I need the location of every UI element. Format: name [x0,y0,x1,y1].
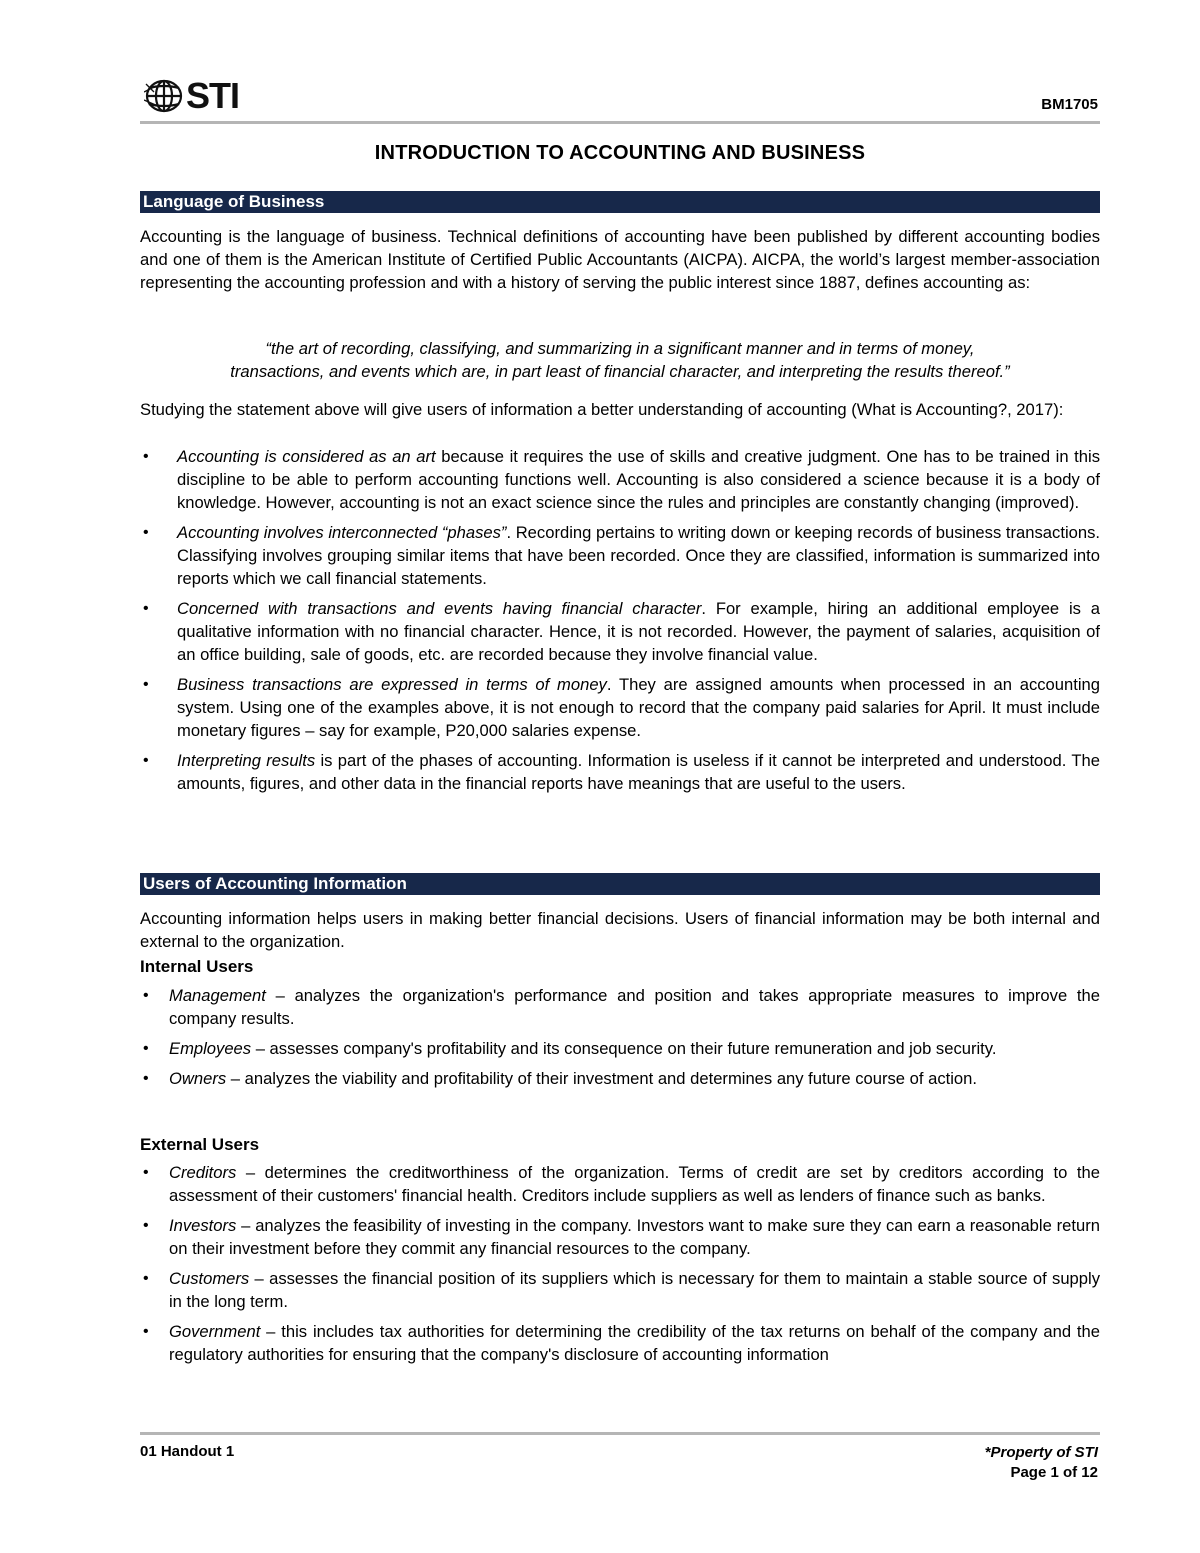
list-item-text: – this includes tax authorities for determining the credibility of the tax returns on behalf of the company and the regulatory authorities for ensuring that the company's disclosure of accounting information [169,1322,1100,1364]
list-item-emphasis: Government [169,1322,261,1341]
list-item [140,749,1100,795]
list-item-text: – assesses the financial position of its suppliers which is necessary for them to maintain a stable source of supply in the long term. [169,1269,1100,1311]
list-item [140,1067,1100,1090]
list-item-emphasis: Customers [169,1269,250,1288]
section1-intro-paragraph: Accounting is the language of business. Technical definitions of accounting have been published by different accounting bodies and one of them is the American Institute of Certified Public Accountants (AICPA). AICPA, the world’s largest member-association representing the accounting profession and with a history of serving the public interest since 1887, defines accounting as: [140,227,1100,292]
list-item-text: . For example, hiring an additional employee is a qualitative information with no financial character. Hence, it is not recorded. However, the payment of salaries, acquisition of an office building, sale of goods, etc. are recorded because they involve financial value. [177,599,1100,664]
list-item-text: . Recording pertains to writing down or keeping records of business transactions. Classifying involves grouping similar items that have been recorded. Once they are classified, information is summarized into reports which we call financial statements. [177,523,1100,588]
section1-lead-paragraph: Studying the statement above will give users of information a better understanding of accounting (What is Accounting?, 2017): [140,400,1064,419]
list-item-emphasis: Employees [169,1039,252,1058]
footer-right [985,1443,1098,1483]
list-item [140,597,1100,666]
list-item [140,984,1100,1030]
list-item-text: – assesses company's profitability and its consequence on their future remuneration and job security. [251,1039,997,1058]
quote-line-1: “the art of recording, classifying, and summarizing in a significant manner and in terms of money, [265,339,975,358]
sti-logo [144,75,240,116]
logo-text: STI [186,75,240,116]
quote-line-2: transactions, and events which are, in part least of financial character, and interpreting the results thereof.” [230,362,1010,381]
list-item-text: is part of the phases of accounting. Information is useless if it cannot be interpreted and understood. The amounts, figures, and other data in the financial reports have meanings that are useful to the users. [177,751,1100,793]
aicpa-definition-quote [140,337,1100,383]
list-item-emphasis: Accounting is considered as an art [177,447,436,466]
list-item [140,1037,1100,1060]
list-item-emphasis: Accounting involves interconnected “phases” [177,523,507,542]
list-item-text: – analyzes the organization's performance and position and takes appropriate measures to improve the company results. [169,986,1100,1028]
list-item [140,521,1100,590]
list-item-emphasis: Investors [169,1216,237,1235]
list-item [140,1320,1100,1366]
list-item-emphasis: Interpreting results [177,751,316,770]
list-item [140,1267,1100,1313]
list-item-text: – determines the creditworthiness of the organization. Terms of credit are set by creditors according to the assessment of their customers' financial health. Creditors include suppliers as well as lenders of finance such as banks. [169,1163,1100,1205]
list-item-emphasis: Owners [169,1069,227,1088]
list-item-emphasis: Business transactions are expressed in terms of money [177,675,607,694]
section-heading-language-of-business: Language of Business [140,191,1100,213]
footer-divider [140,1432,1100,1435]
document-code: BM1705 [1041,96,1098,113]
header-divider [140,121,1100,124]
section2-intro-paragraph: Accounting information helps users in making better financial decisions. Users of financial information may be both internal and external to the organization. [140,909,1100,951]
page-number: Page 1 of 12 [1010,1464,1098,1481]
internal-users-heading: Internal Users [140,957,254,976]
list-item [140,673,1100,742]
list-item-text: because it requires the use of skills and creative judgment. One has to be trained in this discipline to be able to perform accounting functions well. Accounting is also considered a science because it is a body of knowledge. However, accounting is not an exact science since the rules and principles are constantly changing (improved). [177,447,1100,512]
section-heading-users-of-accounting-information: Users of Accounting Information [140,873,1100,895]
internal-users-list [140,984,1100,1097]
list-item-emphasis: Creditors [169,1163,237,1182]
list-item [140,1161,1100,1207]
list-item-text: – analyzes the viability and profitability of their investment and determines any future course of action. [226,1069,977,1088]
list-item-emphasis: Concerned with transactions and events having financial character [177,599,702,618]
globe-icon [144,78,184,114]
list-item-text: . They are assigned amounts when processed in an accounting system. Using one of the examples above, it is not enough to record that the company paid salaries for April. It must include monetary figures – say for example, P20,000 salaries expense. [177,675,1100,740]
list-item-emphasis: Management [169,986,266,1005]
page-header [140,74,1100,124]
external-users-list [140,1161,1100,1373]
handout-label: 01 Handout 1 [140,1443,235,1460]
list-item-text: – analyzes the feasibility of investing in the company. Investors want to make sure they can earn a reasonable return on their investment before they commit any financial resources to the company. [169,1216,1100,1258]
page-title: INTRODUCTION TO ACCOUNTING AND BUSINESS [374,142,866,164]
external-users-heading: External Users [140,1135,260,1154]
accounting-statement-list [140,445,1100,802]
list-item [140,445,1100,514]
list-item [140,1214,1100,1260]
property-notice: *Property of STI [984,1444,1098,1461]
